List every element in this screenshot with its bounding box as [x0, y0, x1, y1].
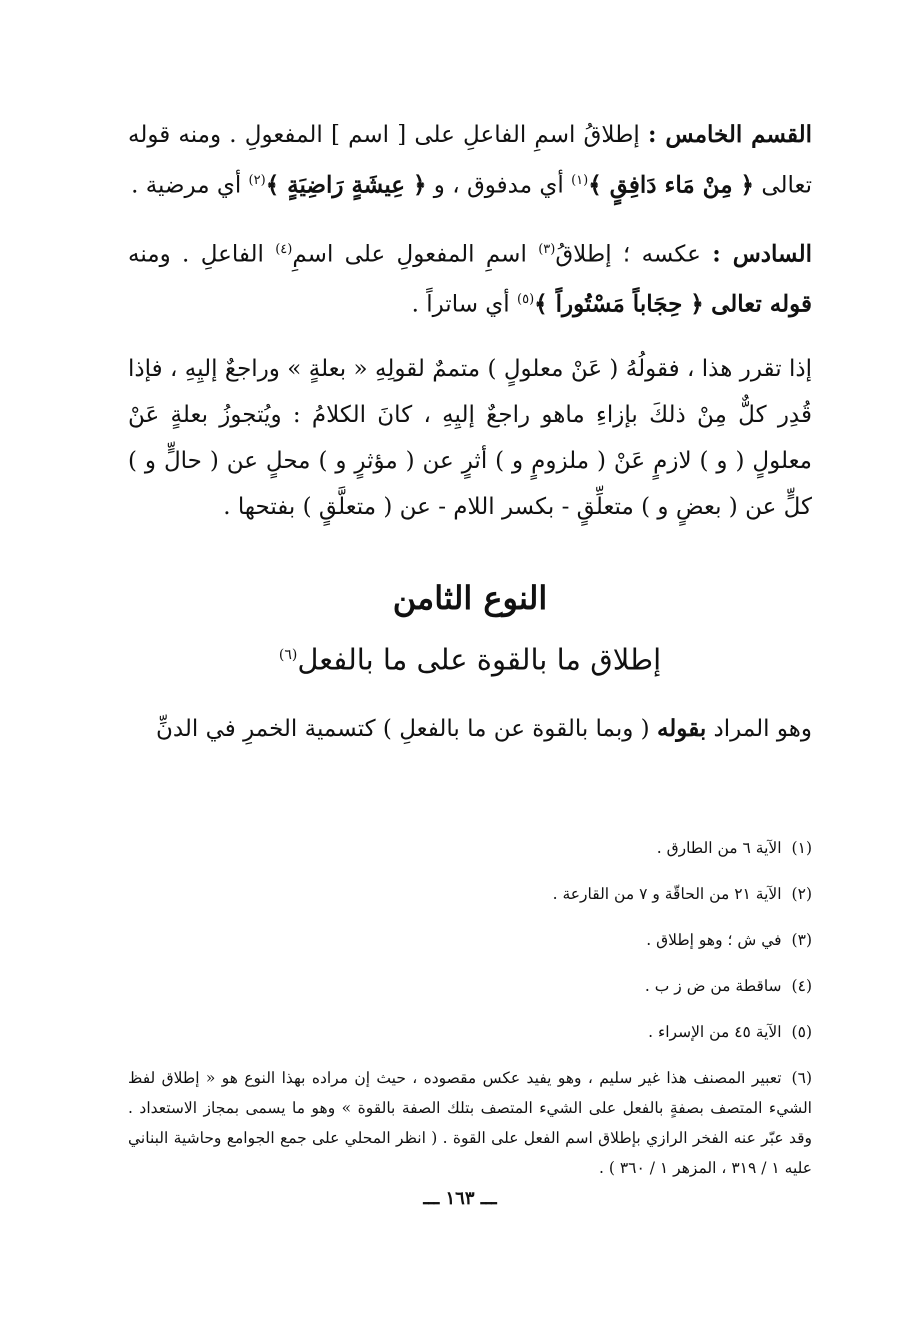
footnote-item	[128, 1063, 812, 1183]
footnote-item	[128, 971, 812, 1001]
footnote-number: (٦)	[791, 1068, 812, 1087]
quran-quote-1: ﴿ مِنْ مَاء دَافِقٍ ﴾	[588, 171, 754, 199]
para1-text-2: أي مدفوق ، و	[433, 172, 564, 199]
section-lead-fifth: القسم الخامس :	[648, 121, 812, 148]
footnote-number: (٥)	[791, 1022, 812, 1041]
para2-text-2: اسمِ المفعولِ على اسمِ	[292, 241, 527, 268]
footnote-text: الآية ٢١ من الحاقّة و ٧ من القارعة .	[552, 884, 782, 903]
footnote-ref-1[interactable]: (١)	[571, 173, 589, 188]
footnote-number: (٣)	[791, 930, 812, 949]
intro-text-1: وهو المراد	[713, 715, 812, 742]
para2-text-3: الفاعلِ . ومنه	[128, 241, 264, 268]
footnote-ref-6[interactable]: (٦)	[278, 646, 298, 663]
para1-text-1: إطلاقُ اسمِ الفاعلِ على [ اسم ] المفعولِ . ومنه قوله تعالى	[128, 122, 812, 199]
footnote-text: الآية ٦ من الطارق .	[656, 838, 782, 857]
intro-bold: بقوله	[656, 714, 707, 742]
paragraph-explanation: إذا تقرر هذا ، فقولُهُ ( عَنْ معلولٍ ) متممٌ لقولِهِ « بعلةٍ » وراجعٌ إليِهِ ، فإذا قُدِر كلٌّ مِنْ ذلكَ بإزاءِ ماهو راجعٌ إليِهِ ، كانَ الكلامُ : ويُتجوزُ بعلةٍ عَنْ معلولٍ ( و ) لازمٍ عَنْ ( ملزومٍ و ) أثرٍ عن ( مؤثرٍ و ) محلٍ عن ( حالٍّ و ) كلٍّ عن ( بعضٍ و ) متعلِّقٍ - بكسر اللام - عن ( متعلَّقٍ ) بفتحها .	[128, 355, 812, 520]
quran-quote-2: ﴿ عِيشَةٍ رَاضِيَةٍ ﴾	[265, 171, 427, 199]
footnote-ref-5[interactable]: (٥)	[517, 292, 535, 308]
intro-text-2: ( وبما بالقوة عن ما بالفعلِ ) كتسمية الخمرِ في الدنِّ	[155, 715, 650, 742]
chapter-subheading	[128, 630, 812, 685]
page-number: ـــ ١٦٣ ـــ	[423, 1188, 497, 1209]
footnote-number: (٤)	[791, 976, 812, 995]
footnote-text: الآية ٤٥ من الإسراء .	[648, 1022, 782, 1041]
footnote-number: (١)	[791, 838, 812, 857]
paragraph-fifth-section	[128, 112, 812, 209]
footnote-item	[128, 1017, 812, 1047]
footnote-item	[128, 833, 812, 863]
para2-text-5: أي ساتراً .	[411, 291, 510, 318]
para2-text-1: عكسه ؛ إطلاقُ	[555, 241, 701, 268]
footnote-text: ساقطة من ض ز ب .	[644, 976, 782, 995]
paragraph-intro	[128, 707, 812, 751]
footnotes	[128, 833, 812, 1183]
chapter-subheading-text: إطلاق ما بالقوة على ما بالفعل	[297, 642, 662, 677]
footnote-number: (٢)	[791, 884, 812, 903]
footnote-ref-3[interactable]: (٣)	[538, 241, 556, 257]
footnote-text: في ش ؛ وهو إطلاق .	[646, 930, 782, 949]
footnote-item	[128, 879, 812, 909]
footnote-text: تعبير المصنف هذا غير سليم ، وهو يفيد عكس مقصوده ، حيث إن مراده بهذا النوع هو « إطلاق لفظ الشيء المتصف بصفةٍ بالفعل على الشيء المتصف بتلك الصفة بالقوة » وهو ما يسمى بمجاز الاستعداد . وقد عبّر عنه الفخر الرازي بإطلاق اسم الفعل على القوة . ( انظر المحلي على جمع الجوامع وحاشية البناني عليه ١ / ٣١٩ ، المزهر ١ / ٣٦٠ ) .	[128, 1068, 812, 1177]
footnote-item	[128, 925, 812, 955]
footnote-ref-2[interactable]: (٢)	[248, 173, 266, 188]
chapter-heading: النوع الثامن	[392, 578, 548, 617]
footnote-ref-4[interactable]: (٤)	[275, 241, 293, 257]
quran-quote-3: ﴿ حِجَاباً مَسْتُوراً ﴾	[534, 290, 704, 318]
para1-text-3: أي مرضية .	[131, 172, 242, 199]
paragraph-sixth-section	[128, 227, 812, 328]
section-lead-sixth: السادس :	[712, 240, 812, 268]
para2-text-4: قوله تعالى	[711, 290, 812, 318]
